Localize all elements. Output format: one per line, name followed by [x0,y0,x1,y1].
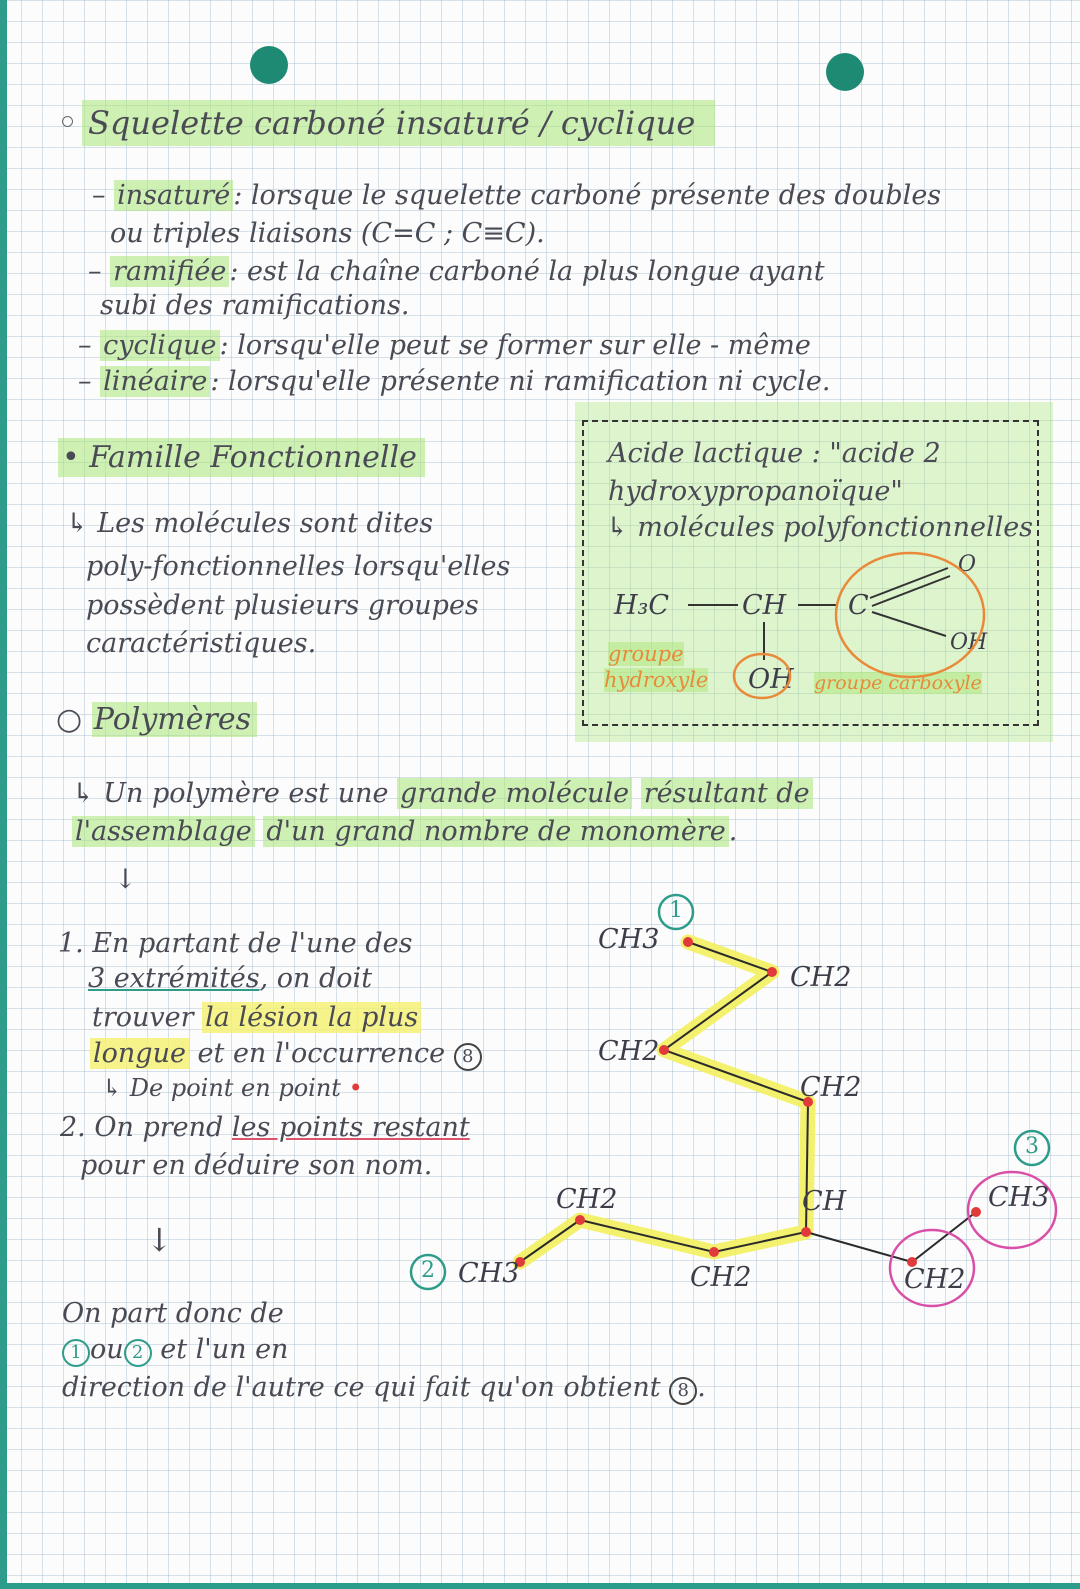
mol-label-ch2-a: CH2 [790,962,852,993]
point-line: ↳ De point en point • [102,1074,363,1102]
conclusion-dot: . [697,1372,706,1403]
mol-label-ch3-left: CH3 [458,1258,520,1289]
marker-1-text: 1 [669,898,683,923]
step1-line-1: 1. En partant de l'une des [58,928,413,959]
formula-oh-bottom: OH [748,664,794,695]
step1-trouver: trouver [92,1002,194,1033]
mol-label-ch3-branch: CH3 [988,1182,1050,1213]
mol-label-ch2-branch: CH2 [904,1264,966,1295]
section3-title-text: Polymères [92,702,257,737]
formula-o: O [958,552,977,577]
step1-extremites: 3 extrémités [88,963,260,994]
point-3 [659,1045,669,1055]
bond-c-oh [872,612,946,636]
step2-on-prend: 2. On prend [60,1112,224,1143]
def-ramifiee-text: : est la chaîne carboné la plus longue ayant [229,256,825,287]
formula-c: C [848,590,869,621]
bond-c-o-1 [870,568,948,598]
bond-c-o-2 [872,576,950,606]
box-line-1: Acide lactique : "acide 2 [608,438,941,469]
term-ramifiee: ramifiée [110,256,229,287]
func-line-2: poly-fonctionnelles lorsqu'elles [86,551,511,582]
conclusion-direction: direction de l'autre ce qui fait qu'on obtient [62,1372,661,1403]
point-7 [575,1215,585,1225]
mol-label-ch3-top: CH3 [598,924,660,955]
step1-lesion: la lésion la plus [202,1002,421,1033]
branch-bonds [806,1212,976,1262]
conclusion-one: 1 [62,1339,90,1367]
section1-title: Squelette carboné insaturé / cyclique [82,100,715,146]
conclusion-line-1: On part donc de [62,1298,284,1329]
mol-label-ch2-c: CH2 [800,1072,862,1103]
def-insature-line2: ou triples liaisons (C=C ; C≡C). [110,218,545,249]
box-line-3: ↳ molécules polyfonctionnelles [606,512,1034,543]
label-carboxyle: groupe carboxyle [814,672,982,694]
formula-ch: CH [742,590,787,621]
arrow-down-2: ↓ [146,1221,173,1259]
term-lineaire: linéaire [100,366,210,397]
def-insature-text: : lorsque le squelette carboné présente des doubles [233,180,942,211]
step1-longue: longue [90,1038,189,1069]
label-groupe: groupe [608,642,684,666]
red-dot-icon: • [348,1074,363,1102]
def-ramifiee-line2: subi des ramifications. [100,290,410,321]
step2-points: les points restant [231,1112,470,1143]
section2-title: • Famille Fonctionnelle [58,438,425,477]
def-ramifiee: – ramifiée : est la chaîne carboné la plus longue ayant [88,256,825,287]
poly-def-pre: Un polymère est une [103,778,389,809]
def-insature: – insaturé : lorsque le squelette carboné présente des doubles [92,180,942,211]
step1-eight: 8 [454,1043,482,1071]
marker-3-text: 3 [1025,1134,1039,1159]
poly-def2-post: . [728,816,738,847]
section2-title-text: Famille Fonctionnelle [89,440,417,475]
conclusion-two: 2 [124,1339,152,1367]
def-cyclique-text: : lorsqu'elle peut se former sur elle - même [219,330,811,361]
conclusion-eight: 8 [669,1377,697,1405]
step2-line-2: pour en déduire son nom. [80,1150,433,1181]
mol-label-ch2-e: CH2 [556,1184,618,1215]
box-line-3-text: molécules polyfonctionnelles [637,512,1034,543]
mol-label-ch: CH [802,1186,847,1217]
def-cyclique: – cyclique : lorsqu'elle peut se former sur elle - même [78,330,811,361]
carboxyl-circle [836,553,984,677]
arrow-down-1: ↓ [114,864,137,895]
func-line-1: ↳ Les molécules sont dites [66,508,434,539]
func-text-1: Les molécules sont dites [97,508,434,539]
poly-def-hl1: grande molécule [397,778,632,809]
formula-h3c: H₃C [614,590,670,621]
poly-def-hl2: résultant de [641,778,813,809]
point-5 [801,1227,811,1237]
conclusion-ou: ou [90,1334,124,1365]
step1-occurrence: et en l'occurrence [197,1038,446,1069]
def-lineaire-text: : lorsqu'elle présente ni ramification ni cycle. [210,366,831,397]
term-insature: insaturé [114,180,233,211]
marker-2-text: 2 [421,1258,435,1283]
section3-title: ○ Polymères [56,702,257,737]
mol-label-ch2-d: CH2 [690,1262,752,1293]
point-2 [767,967,777,977]
func-line-3: possèdent plusieurs groupes [86,590,479,621]
poly-def-line-1: ↳ Un polymère est une grande molécule résultant de [72,780,813,807]
poly-def2-hl: d'un grand nombre de monomère [263,816,728,847]
label-hydroxyle: hydroxyle [604,668,709,692]
def-lineaire: – linéaire : lorsqu'elle présente ni ramification ni cycle. [78,366,831,397]
func-line-4: caractéristiques. [86,628,317,659]
poly-def2-pre: l'assemblage [72,816,255,847]
hydroxyl-circle [734,654,790,698]
point-10 [971,1207,981,1217]
term-cyclique: cyclique [100,330,219,361]
point-text: De point en point [129,1074,341,1102]
point-6 [709,1247,719,1257]
conclusion-et: et l'un en [160,1334,289,1365]
step1-on-doit: , on doit [259,963,373,994]
formula-oh-right: OH [950,630,988,655]
point-1 [683,937,693,947]
mol-label-ch2-b: CH2 [598,1036,660,1067]
box-line-2: hydroxypropanoïque" [608,476,903,507]
